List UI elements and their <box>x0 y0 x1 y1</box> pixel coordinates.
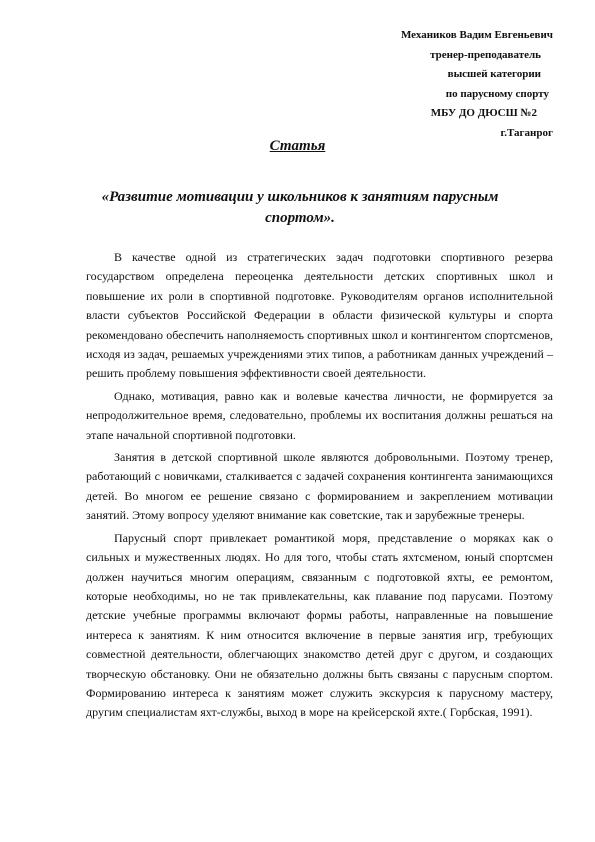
author-position-line-1: тренер-преподаватель <box>430 48 541 61</box>
paragraph: Занятия в детской спортивной школе являются добровольными. Поэтому тренер, работающий с новичками, сталкивается с задачей сохранения контингента занимающихся детей. Во многом ее решение связано с формированием и закреплением мотивации занятий. Этому вопросу уделяют внимание как советские, так и зарубежные тренеры. <box>86 450 553 523</box>
paragraph: В качестве одной из стратегических задач подготовки спортивного резерва государством определена переоценка деятельности детских спортивных школ и повышение их роли в спортивной подготовке. Руководителям органов исполнительной власти субъектов Российской Федерации в области физической культуры и спорта рекомендовано обеспечить наполняемость спортивных школ и контингентом спортсменов, исходя из задач, решаемых учреждениями этих типов, а работникам данных учреждений – решить проблему повышения эффективности своей деятельности. <box>86 250 553 381</box>
author-position-line-2: высшей категории <box>447 68 541 80</box>
article-body <box>86 248 553 723</box>
author-position-line-3: по парусному спорту <box>445 87 549 100</box>
author-block <box>293 26 553 143</box>
paragraph: Парусный спорт привлекает романтикой моря, представление о моряках как о сильных и мужественных людях. Но для того, чтобы стать яхтсменом, юный спортсмен должен научиться многим операциям, связанным с подготовкой яхты, ее ремонтом, которые необходимы, но не так привлекательны, как плавание под парусами. Поэтому детские учебные программы включают формы работы, направленные на повышение интереса к занятиям. К ним относится включение в первые занятия игр, требующих совместной деятельности, облегчающих знакомство детей друг с другом, и создающих творческую обстановку. Они не обязательно должны быть связаны с парусным спортом. Формированию интереса к занятиям может служить экскурсия к парусному мастеру, другим специалистам яхт-службы, выход в море на крейсерской яхте.( Горбская, 1991). <box>86 530 553 720</box>
article-label: Статья <box>269 138 326 154</box>
author-city: г.Таганрог <box>500 126 553 139</box>
author-organization: МБУ ДО ДЮСШ №2 <box>430 107 537 119</box>
paragraph: Однако, мотивация, равно как и волевые качества личности, не формируется за непродолжительное время, следовательно, проблемы их воспитания должны решаться на этапе начальной спортивной подготовки. <box>86 388 553 442</box>
author-name: Механиков Вадим Евгеньевич <box>400 29 553 41</box>
article-title: «Развитие мотивации у школьников к занятиям парусным спортом». <box>101 189 499 226</box>
